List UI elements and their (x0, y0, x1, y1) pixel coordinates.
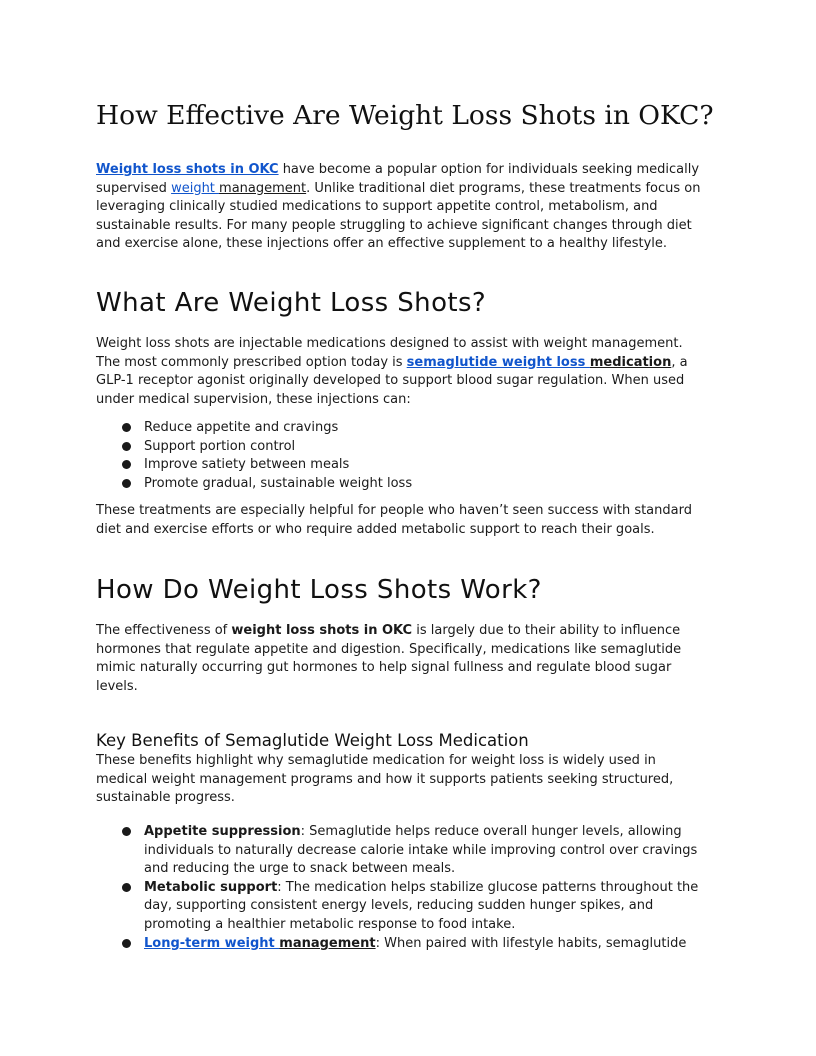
list-item: Reduce appetite and cravings (96, 419, 720, 438)
section2-paragraph: The effectiveness of weight loss shots in OKC is largely due to their ability to influence hormones that regulate appetite and digestion. Specifically, medications like semaglutide mimic naturally occurring gut hormones to help signal fullness and regulate blood sugar levels. (96, 623, 682, 694)
bullet-icon (122, 423, 131, 432)
weight-link[interactable]: weight (171, 180, 220, 196)
medication-link-text[interactable]: medication (589, 354, 672, 370)
bullet-icon (122, 939, 131, 948)
weight-loss-shots-okc-link[interactable]: Weight loss shots in OKC (96, 162, 279, 177)
bullet-icon (122, 442, 131, 451)
section-heading-what-are: What Are Weight Loss Shots? (96, 288, 487, 318)
management-link-text[interactable]: management (219, 180, 307, 196)
long-term-weight-link[interactable]: Long-term weight (144, 935, 280, 951)
benefits-list (96, 823, 720, 953)
intro-line-5: and exercise alone, these injections offer an effective supplement to a healthy lifestyle. (96, 236, 668, 252)
intro-line-2: supervised weight management. Unlike traditional diet programs, these treatments focus on (96, 180, 701, 196)
intro-line-3: leveraging clinically studied medications to support appetite control, metabolism, and (96, 199, 658, 215)
effects-list (96, 419, 720, 493)
list-item: Improve satiety between meals (96, 456, 720, 475)
intro-paragraph (96, 161, 720, 254)
list-item: Appetite suppression: Semaglutide helps reduce overall hunger levels, allowing individuals to naturally decrease calorie intake while improving control over cravings and reducing the urge to snack between meals. (96, 823, 720, 879)
semaglutide-link[interactable]: semaglutide weight loss (406, 354, 590, 370)
bullet-icon (122, 883, 131, 892)
list-item: Metabolic support: The medication helps stabilize glucose patterns throughout the day, supporting consistent energy levels, reducing sudden hunger spikes, and promoting a healthier metabolic response to food intake. (96, 879, 720, 935)
list-item: Support portion control (96, 438, 720, 457)
section1-paragraph-2: These treatments are especially helpful for people who haven’t seen success with standard diet and exercise efforts or who require added metabolic support to reach their goals. (96, 503, 692, 537)
section1-paragraph-1: Weight loss shots are injectable medications designed to assist with weight management. The most commonly prescribed option today is semaglutide weight loss medication, a GLP-1 receptor agonist originally developed to support blood sugar regulation. When used under medical supervision, these injections can: (96, 336, 688, 407)
bullet-icon (122, 479, 131, 488)
intro-line-1: Weight loss shots in OKC have become a popular option for individuals seeking medically (96, 162, 700, 177)
page-title: How Effective Are Weight Loss Shots in OKC? (96, 100, 714, 131)
list-item: Promote gradual, sustainable weight loss (96, 475, 720, 494)
section3-paragraph: These benefits highlight why semaglutide medication for weight loss is widely used in medical weight management programs and how it supports patients seeking structured, sustainable progress. (96, 753, 674, 806)
section-heading-key-benefits: Key Benefits of Semaglutide Weight Loss Medication (96, 731, 529, 750)
management-link-text[interactable]: management (279, 935, 376, 951)
list-item: Long-term weight management: When paired with lifestyle habits, semaglutide (96, 935, 720, 954)
bullet-icon (122, 827, 131, 836)
intro-line-4: sustainable results. For many people struggling to achieve significant changes through diet (96, 217, 692, 233)
section-heading-how-work: How Do Weight Loss Shots Work? (96, 575, 542, 605)
